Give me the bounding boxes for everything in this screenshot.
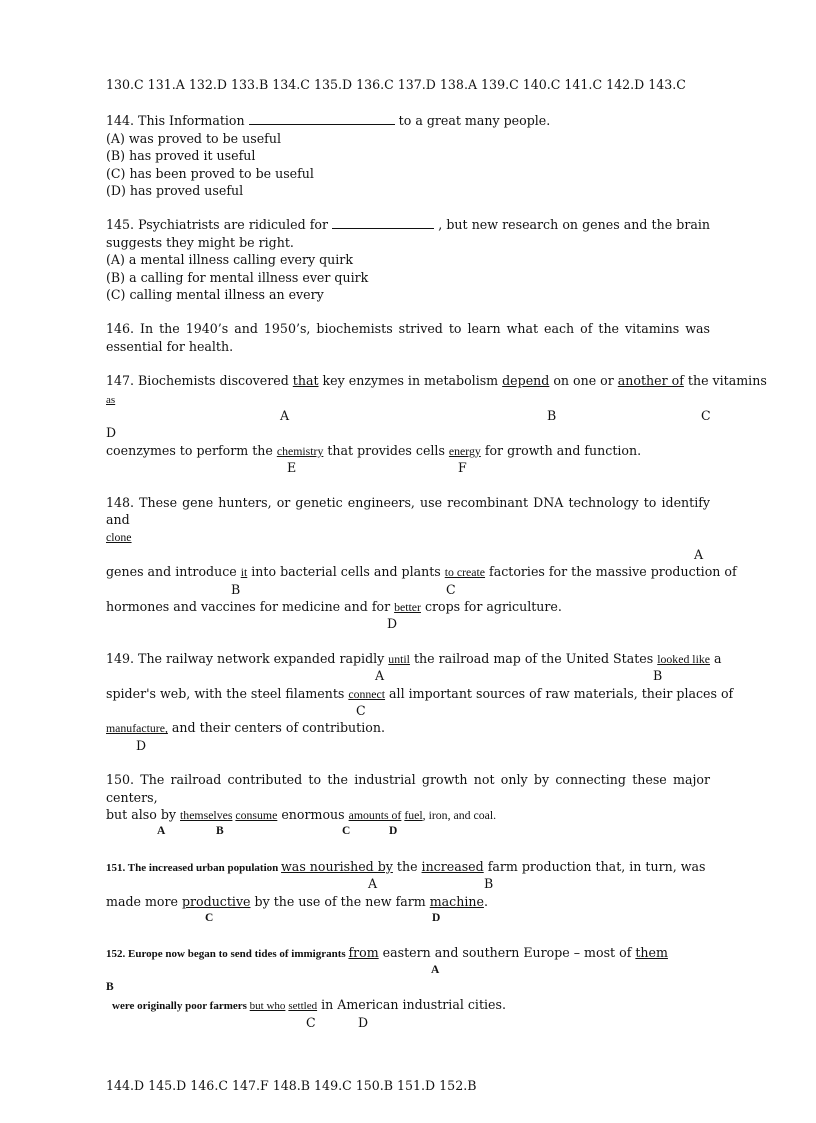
q147-text: the vitamins [683,373,767,389]
q151-text: . [483,893,488,909]
q149-text: the railroad map of the United States [409,650,658,666]
answer-key-top: 130.C 131.A 132.D 133.B 134.C 135.D 136.C 137.D 138.A 139.C 140.C 141.C 142.D 143.C [106,77,686,92]
question-145 [106,216,710,303]
q147-text: that provides cells [323,442,449,458]
q149-marker-a: A [375,668,385,684]
q148-text: into bacterial cells and plants [247,564,445,580]
q147-underline-f: energy [448,443,481,458]
q147-underline-b: depend [502,373,550,389]
q144-stem: 144. This Information [106,113,245,129]
q148-underline-d: better [394,600,421,614]
q152-marker-c: C [306,1014,316,1030]
q144-option-c: (C) has been proved to be useful [106,165,314,181]
q145-stem: 145. Psychiatrists are ridiculed for [106,217,329,233]
q152-underline-b: them [635,945,668,961]
q149-text: and their centers of contribution. [167,720,385,736]
q151-text: farm production that, in turn, was [483,858,706,874]
q150-underline-c: amounts of [348,807,402,822]
q152-underline-d: settled [288,1000,318,1013]
q152-marker-d: D [358,1014,369,1030]
q152-text: 152. Europe now began to send tides of immigrants [106,948,349,961]
answer-key-bottom: 144.D 145.D 146.C 147.F 148.B 149.C 150.B 151.D 152.B [106,1078,477,1094]
q151-marker-b: B [484,876,494,892]
q147-marker-a: A [280,408,290,424]
q147-marker-c: C [701,408,711,424]
q152-text: eastern and southern Europe – most of [378,945,636,961]
q148-marker-d: D [387,616,398,632]
q151-marker-a: A [368,876,378,892]
q147-text: 147. Biochemists discovered [106,373,293,389]
document-page [106,76,767,1114]
q150-marker-a: A [157,825,166,838]
q147-underline-c: another of [617,373,684,389]
q147-marker-f: F [458,460,467,476]
q148-line-1: 148. These gene hunters, or genetic engineers, use recombinant DNA technology to identify and [106,494,710,528]
q148-underline-c: to create [444,565,486,580]
q150-underline-a: themselves [180,807,233,822]
q150-marker-b: B [216,825,224,838]
question-152 [106,944,710,1031]
q148-text: factories for the massive production of [485,564,737,580]
q150-marker-c: C [342,825,351,838]
q148-underline-a: clone [106,530,132,545]
q147-text: on one or [549,373,618,389]
q149-marker-d: D [136,737,147,753]
q145-blank [332,216,434,229]
question-147 [106,372,767,476]
q147-text: for growth and function. [480,442,642,458]
q149-text: all important sources of raw materials, their places of [385,685,734,701]
q145-option-a: (A) a mental illness calling every quirk [106,252,353,268]
q148-marker-b: B [231,581,241,597]
q144-option-a: (A) was proved to be useful [106,130,281,146]
q152-underline-c: but who [249,1000,286,1013]
q149-text: spider's web, with the steel filaments [106,685,349,701]
q150-text: enormous [277,806,349,822]
q152-marker-a: A [431,963,440,976]
q145-stem-end: , but new research on genes and the brain suggests they might be right. [106,217,710,250]
q147-underline-e: chemistry [276,443,324,458]
q145-option-c: (C) calling mental illness an every [106,287,324,303]
q151-text: 151. The increased urban population [106,861,282,874]
question-144 [106,112,710,199]
q151-underline-d: machine [429,893,484,909]
q147-underline-d: as [106,393,116,406]
q147-text: key enzymes in metabolism [318,373,503,389]
q147-marker-b: B [547,408,557,424]
q148-text: hormones and vaccines for medicine and for [106,599,395,614]
q148-marker-c: C [446,581,456,597]
q151-text: made more [106,893,182,909]
q152-text: were originally poor farmers [112,1000,250,1013]
q150-text: , iron, and coal. [422,807,497,822]
q148-text: genes and introduce [106,564,241,580]
q149-text: a [709,650,722,666]
question-146: 146. In the 1940’s and 1950’s, biochemists strived to learn what each of the vitamins was essential for health. [106,321,710,354]
q150-marker-d: D [389,825,398,838]
q147-marker-d: D [106,425,117,441]
q149-underline-b: looked like [657,651,710,666]
question-151 [106,858,710,928]
q147-marker-e: E [287,460,297,476]
q149-underline-a: until [388,651,410,666]
q150-underline-b: consume [235,807,278,822]
q144-option-d: (D) has proved useful [106,183,244,199]
q144-blank [249,112,395,125]
q148-text: crops for agriculture. [420,599,562,614]
question-149 [106,650,734,754]
q148-marker-a: A [694,546,704,562]
q151-text: by the use of the new farm [250,893,430,909]
q150-underline-d: fuel [404,807,423,822]
q149-marker-b: B [653,668,663,684]
q151-underline-a: was nourished by [281,858,393,874]
q149-underline-c: connect [348,686,386,701]
q150-text: but also by [106,806,181,822]
q150-line-1: 150. The railroad contributed to the industrial growth not only by connecting these major centers, [106,772,710,805]
q145-option-b: (B) a calling for mental illness ever quirk [106,269,369,285]
q152-marker-b: B [106,981,114,994]
q151-underline-b: increased [421,858,484,874]
q149-marker-c: C [356,702,366,718]
q151-text: the [392,858,422,874]
q149-underline-d: manufacture, [106,721,168,736]
q151-marker-c: C [205,911,214,924]
q148-underline-b: it [240,565,248,580]
q147-underline-a: that [292,373,319,389]
question-150 [106,771,710,841]
q147-text: coenzymes to perform the [106,442,277,458]
q144-option-b: (B) has proved it useful [106,148,256,164]
q152-underline-a: from [348,945,379,961]
q151-underline-c: productive [181,893,251,909]
q149-text: 149. The railway network expanded rapidly [106,650,389,666]
q152-text: in American industrial cities. [317,997,506,1013]
q144-stem-end: to a great many people. [398,113,551,129]
q151-marker-d: D [432,911,441,924]
question-148 [106,494,737,633]
